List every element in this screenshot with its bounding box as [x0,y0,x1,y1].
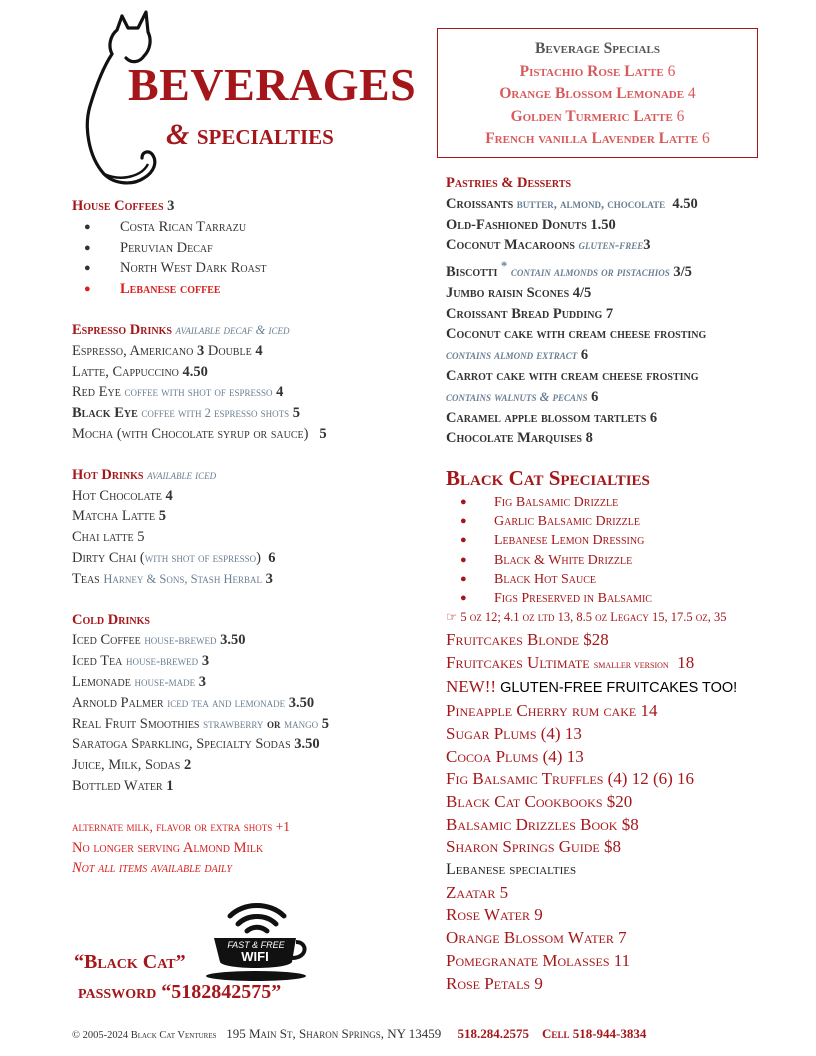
menu-row: Real Fruit Smoothies strawberry or mango 5 [72,715,330,732]
note-alt-milk: alternate milk, flavor or extra shots +1 [72,818,291,834]
list-item: Pomegranate Molasses 11 [446,950,631,970]
pastries-heading: Pastries & Desserts [446,175,572,191]
special-item: Orange Blossom Lemonade 4 [499,85,696,102]
list-item: Rose Water 9 [446,905,543,925]
menu-row: contains almond extract 6 [446,347,589,364]
footer-address: 195 Main St, Sharon Springs, NY 13459 [226,1026,442,1041]
menu-row: Carrot cake with cream cheese frosting [446,368,699,384]
pastries-section [446,173,786,449]
menu-row: Jumbo raisin Scones 4/5 [446,284,592,301]
note-almond-milk: No longer serving Almond Milk [72,839,264,856]
title-beverages: BEVERAGES [128,59,417,110]
wifi-badge-line1: FAST & FREE [227,940,285,950]
list-item: ● Lebanese Lemon Dressing [446,531,776,550]
left-menu-column [72,196,417,879]
list-item: ● North West Dark Roast [72,258,417,279]
wifi-cup-icon [204,902,310,982]
list-item: ● Peruvian Decaf [72,238,417,259]
menu-row: Iced Coffee house-brewed 3.50 [72,632,246,649]
menu-row: Caramel apple blossom tartlets 6 [446,409,658,426]
list-item: ● Costa Rican Tarrazu [72,217,417,238]
menu-row: Biscotti * contain almonds or pistachios 3/5 [446,259,692,281]
menu-row: contains walnuts & pecans 6 [446,388,599,405]
note-availability: Not all items available daily [72,860,232,877]
house-coffees-heading: House Coffees 3 [72,198,175,214]
beverage-specials-heading: Beverage Specials [535,40,660,57]
menu-row: Mocha (with Chocolate syrup or sauce) 5 [72,425,327,442]
menu-row: Dirty Chai (with shot of espresso) 6 [72,549,276,566]
menu-row: Juice, Milk, Sodas 2 [72,757,192,774]
wifi-network-name: “Black Cat” [74,951,186,973]
menu-row: Coconut cake with cream cheese frosting [446,326,707,343]
menu-row: Black Eye coffee with 2 espresso shots 5 [72,405,301,422]
beverage-specials-box [437,28,758,158]
menu-row: Latte, Cappuccino 4.50 [72,363,208,380]
menu-row: Croissants butter, almond, chocolate 4.50 [446,195,698,212]
list-item: Fruitcakes Blonde $28 [446,630,609,649]
drizzle-list [446,493,776,608]
menu-row: Lemonade house-made 3 [72,673,207,690]
title-specialties: & specialties [166,118,334,151]
menu-row: Croissant Bread Pudding 7 [446,305,614,322]
menu-row: Espresso, Americano 3 Double 4 [72,342,263,359]
footer-phone: 518.284.2575 [457,1026,530,1041]
drizzle-sizes: ☞ 5 oz 12; 4.1 oz ltd 13, 8.5 oz Legacy 15, 17.5 oz, 35 [446,610,727,624]
espresso-heading: Espresso Drinks available decaf & iced [72,321,290,338]
list-item: Cocoa Plums (4) 13 [446,746,584,766]
footer-cell: Cell 518-944-3834 [542,1026,647,1041]
menu-row: Matcha Latte 5 [72,508,167,525]
special-item: Golden Turmeric Latte 6 [510,107,685,125]
list-item: ● Black & White Drizzle [446,551,776,570]
hot-drinks-heading: Hot Drinks available iced [72,466,217,483]
menu-row: Teas Harney & Sons, Stash Herbal 3 [72,570,273,587]
list-item: Fruitcakes Ultimate smaller version 18 [446,652,695,672]
menu-row: Red Eye coffee with shot of espresso 4 [72,384,284,401]
list-item: ● Black Hot Sauce [446,570,776,589]
list-item: Pineapple Cherry rum cake 14 [446,701,658,721]
list-item: Sharon Springs Guide $8 [446,837,621,857]
list-item: NEW!! GLUTEN-FREE FRUITCAKES TOO! [446,677,738,697]
black-cat-specialties-heading: Black Cat Specialties [446,466,650,490]
list-item: Zaatar 5 [446,882,509,902]
special-item: Pistachio Rose Latte 6 [519,62,676,80]
special-item: French vanilla Lavender Latte 6 [485,130,710,147]
list-item: ● Fig Balsamic Drizzle [446,493,776,512]
specialty-list [446,629,786,995]
menu-row: Saratoga Sparkling, Specialty Sodas 3.50 [72,736,320,753]
menu-row: Iced Tea house-brewed 3 [72,653,210,670]
list-item: Black Cat Cookbooks $20 [446,791,633,811]
wifi-password: password “5182842575” [78,981,282,1003]
cold-drinks-heading: Cold Drinks [72,611,150,628]
list-item: Balsamic Drizzles Book $8 [446,814,639,834]
list-item: ● Garlic Balsamic Drizzle [446,512,776,531]
menu-row: Arnold Palmer iced tea and lemonade 3.50 [72,694,315,711]
list-item: Rose Petals 9 [446,973,543,993]
lebanese-heading: Lebanese specialties [446,861,577,879]
list-item: ● Figs Preserved in Balsamic [446,589,776,608]
menu-row: Chai latte 5 [72,529,145,546]
menu-row: Chocolate Marquises 8 [446,430,593,447]
menu-row: Coconut Macaroons gluten-free3 [446,237,651,254]
list-item: Sugar Plums (4) 13 [446,723,582,743]
list-item: Fig Balsamic Truffles (4) 12 (6) 16 [446,769,695,789]
list-item-highlight: ● Lebanese coffee [72,279,417,300]
menu-row: Bottled Water 1 [72,777,174,794]
list-item: Orange Blossom Water 7 [446,928,627,948]
wifi-badge-line2: WIFI [241,949,269,964]
menu-row: Old-Fashioned Donuts 1.50 [446,216,616,233]
footer-copyright: © 2005-2024 Black Cat Ventures [72,1030,217,1041]
footer [72,1026,646,1042]
menu-row: Hot Chocolate 4 [72,487,173,504]
